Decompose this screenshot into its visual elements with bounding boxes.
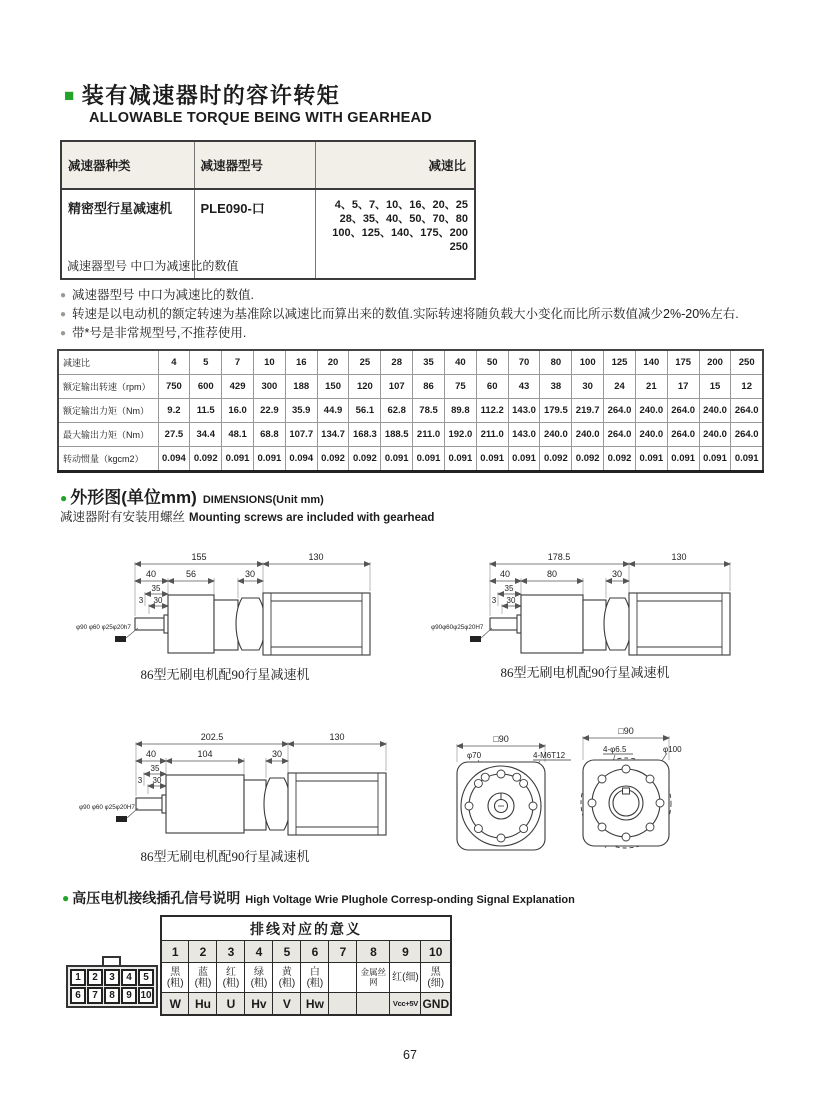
spec-cell: 211.0 xyxy=(476,423,508,447)
note-text: 带*号是非常规型号,不推荐使用. xyxy=(72,326,247,340)
spec-label: 额定输出力矩（Nm） xyxy=(58,399,158,423)
spec-cell: 70 xyxy=(508,350,540,375)
gear-ratios xyxy=(315,189,475,279)
connector-body xyxy=(66,965,158,1008)
spec-cell: 188 xyxy=(285,375,317,399)
wire-color: 绿(粗) xyxy=(245,963,273,993)
connector-pin: 3 xyxy=(104,969,120,986)
gearhead-model: PLE090-口 xyxy=(194,189,315,279)
dimensions-heading-en: DIMENSIONS(Unit mm) xyxy=(202,494,324,506)
pin-number: 10 xyxy=(421,941,451,963)
dim-motor: 130 xyxy=(671,552,687,562)
wire-color: 黄(粗) xyxy=(273,963,301,993)
spec-cell: 35.9 xyxy=(285,399,317,423)
spec-cell: 264.0 xyxy=(731,399,763,423)
gearhead-header-row xyxy=(61,141,475,189)
signal-name: Hu xyxy=(189,993,217,1016)
bolt-circle-dim: φ70 xyxy=(466,751,482,760)
note-text: 转速是以电动机的额定转速为基准除以减速比而算出来的数值.实际转速将随负载大小变化而比所示数值减少2%-20%左右. xyxy=(72,307,739,321)
spec-cell: 80 xyxy=(540,350,572,375)
pin-number: 4 xyxy=(245,941,273,963)
dimensions-heading xyxy=(60,483,324,508)
spec-cell: 27.5 xyxy=(158,423,190,447)
spec-cell: 0.094 xyxy=(285,447,317,472)
spec-cell: 0.091 xyxy=(444,447,476,472)
signal-section-heading xyxy=(62,888,575,908)
spec-cell: 17 xyxy=(667,375,699,399)
signal-heading-zh: 高压电机接线插孔信号说明 xyxy=(72,890,241,906)
spec-cell: 240.0 xyxy=(635,399,667,423)
spec-cell: 120 xyxy=(349,375,381,399)
spec-label: 额定输出转速（rpm） xyxy=(58,375,158,399)
page-title xyxy=(64,84,432,108)
signal-name xyxy=(329,993,357,1016)
dim-total: 178.5 xyxy=(547,552,571,562)
spec-row-rated-torque xyxy=(58,399,763,423)
spec-cell: 0.091 xyxy=(381,447,413,472)
gearhead-table-footnote: 减速器型号 中口为减速比的数值 xyxy=(67,259,239,273)
spec-cell: 143.0 xyxy=(508,399,540,423)
spec-cell: 75 xyxy=(444,375,476,399)
spec-cell: 0.091 xyxy=(508,447,540,472)
dim-total: 155 xyxy=(191,552,207,562)
spec-cell: 68.8 xyxy=(253,423,285,447)
dim-seg1: 40 xyxy=(499,569,511,579)
signal-name: W xyxy=(161,993,189,1016)
spec-cell: 24 xyxy=(604,375,636,399)
pin-number: 9 xyxy=(390,941,421,963)
signal-heading-en: High Voltage Wrie Plughole Corresp-onding Signal Explanation xyxy=(245,894,575,906)
signal-name xyxy=(357,993,390,1016)
spec-cell: 0.092 xyxy=(572,447,604,472)
spec-cell: 125 xyxy=(604,350,636,375)
bullet-icon: ● xyxy=(60,290,67,301)
spec-cell: 107 xyxy=(381,375,413,399)
dim-seg3: 30 xyxy=(244,569,256,579)
spec-cell: 78.5 xyxy=(413,399,445,423)
spec-cell: 264.0 xyxy=(604,423,636,447)
spec-cell: 0.092 xyxy=(190,447,222,472)
spec-row-rpm xyxy=(58,375,763,399)
page-title-zh: 装有减速器时的容许转矩 xyxy=(81,83,341,108)
ratio-line: 100、125、140、175、200 xyxy=(332,227,468,239)
signal-name-row xyxy=(161,993,451,1016)
ratio-line: 250 xyxy=(449,241,468,253)
spec-cell: 0.092 xyxy=(540,447,572,472)
dimensions-subheading xyxy=(60,507,434,526)
spec-cell: 0.094 xyxy=(158,447,190,472)
spec-cell: 240.0 xyxy=(635,423,667,447)
green-square-icon: ■ xyxy=(64,86,76,105)
signal-name: Vcc+5V xyxy=(390,993,421,1016)
spec-table xyxy=(57,349,764,473)
note-item xyxy=(60,324,739,343)
spec-cell: 600 xyxy=(190,375,222,399)
bullet-icon: ● xyxy=(60,328,67,339)
wire-color-row xyxy=(161,963,451,993)
keyway-note xyxy=(115,636,126,642)
col-gear-ratio: 减速比 xyxy=(315,141,475,189)
spec-cell: 250 xyxy=(731,350,763,375)
spec-cell: 40 xyxy=(444,350,476,375)
ratio-line: 4、5、7、10、16、20、25 xyxy=(334,199,468,211)
spec-cell: 86 xyxy=(413,375,445,399)
spec-cell: 16.0 xyxy=(222,399,254,423)
spec-cell: 429 xyxy=(222,375,254,399)
spec-cell: 62.8 xyxy=(381,399,413,423)
spec-cell: 15 xyxy=(699,375,731,399)
wire-color: 黑(粗) xyxy=(161,963,189,993)
flange-rear-view xyxy=(565,722,715,854)
spec-row-ratio xyxy=(58,350,763,375)
dimensions-sub-en: Mounting screws are included with gearhead xyxy=(189,512,435,524)
dim-30: 30 xyxy=(152,776,162,785)
page-title-block xyxy=(64,84,432,126)
side-view-drawing-2 xyxy=(430,548,760,660)
pin-number: 8 xyxy=(357,941,390,963)
spec-cell: 56.1 xyxy=(349,399,381,423)
spec-cell: 0.091 xyxy=(413,447,445,472)
dim-3: 3 xyxy=(138,596,144,605)
green-dot-icon: ● xyxy=(60,491,68,505)
dim-3: 3 xyxy=(137,776,143,785)
spec-cell: 7 xyxy=(222,350,254,375)
spec-cell: 750 xyxy=(158,375,190,399)
spec-cell: 20 xyxy=(317,350,349,375)
dim-seg3: 30 xyxy=(271,749,283,759)
dim-seg1: 40 xyxy=(145,569,157,579)
spec-cell: 9.2 xyxy=(158,399,190,423)
spec-cell: 16 xyxy=(285,350,317,375)
spec-cell: 0.092 xyxy=(349,447,381,472)
signal-name: GND xyxy=(421,993,451,1016)
drawing-caption: 86型无刷电机配90行星减速机 xyxy=(140,667,310,682)
spec-cell: 240.0 xyxy=(699,399,731,423)
shaft-diameter-labels: φ90φ60φ25φ20H7 xyxy=(431,624,484,631)
pin-number: 1 xyxy=(161,941,189,963)
connector-pin: 6 xyxy=(70,987,86,1004)
spec-row-max-torque xyxy=(58,423,763,447)
side-view-drawing-3 xyxy=(78,728,413,850)
spec-cell: 0.092 xyxy=(604,447,636,472)
spec-cell: 211.0 xyxy=(413,423,445,447)
connector-pin: 1 xyxy=(70,969,86,986)
spec-cell: 219.7 xyxy=(572,399,604,423)
signal-pin-number-row xyxy=(161,941,451,963)
dim-30: 30 xyxy=(506,596,516,605)
dim-seg2: 80 xyxy=(546,569,558,579)
signal-table-title: 排线对应的意义 xyxy=(161,916,451,941)
spec-cell: 179.5 xyxy=(540,399,572,423)
spec-cell: 38 xyxy=(540,375,572,399)
bullet-icon: ● xyxy=(60,309,67,320)
spec-cell: 60 xyxy=(476,375,508,399)
dim-motor: 130 xyxy=(308,552,324,562)
pin-number: 7 xyxy=(329,941,357,963)
spec-cell: 264.0 xyxy=(667,399,699,423)
spec-cell: 0.091 xyxy=(667,447,699,472)
wire-color: 白(粗) xyxy=(301,963,329,993)
keyway-note xyxy=(470,636,481,642)
outer-circle-dim: φ100 xyxy=(663,745,682,754)
green-dot-icon: ● xyxy=(62,891,70,905)
spec-cell: 44.9 xyxy=(317,399,349,423)
dim-30: 30 xyxy=(153,596,163,605)
signal-name: Hw xyxy=(301,993,329,1016)
signal-name: V xyxy=(273,993,301,1016)
spec-cell: 143.0 xyxy=(508,423,540,447)
flange-square-dim: □90 xyxy=(618,726,634,736)
spec-cell: 240.0 xyxy=(572,423,604,447)
spec-cell: 0.091 xyxy=(731,447,763,472)
wire-color: 黑(细) xyxy=(421,963,451,993)
spec-cell: 48.1 xyxy=(222,423,254,447)
pin-number: 3 xyxy=(217,941,245,963)
spec-cell: 0.091 xyxy=(635,447,667,472)
corner-holes-dim: 4-φ6.5 xyxy=(603,745,627,754)
spec-cell: 150 xyxy=(317,375,349,399)
spec-cell: 28 xyxy=(381,350,413,375)
tap-dim: 4-M6T12 xyxy=(533,751,566,760)
note-item xyxy=(60,286,739,305)
pin-number: 5 xyxy=(273,941,301,963)
shaft-diameter-labels: φ90 φ60 φ25φ20h7 xyxy=(76,624,131,631)
spec-cell: 30 xyxy=(572,375,604,399)
connector-pin: 2 xyxy=(87,969,103,986)
spec-cell: 0.091 xyxy=(699,447,731,472)
signal-name: Hv xyxy=(245,993,273,1016)
col-gearhead-type: 减速器种类 xyxy=(61,141,194,189)
spec-cell: 0.091 xyxy=(476,447,508,472)
keyway-note xyxy=(116,816,127,822)
spec-label: 最大输出力矩（Nm） xyxy=(58,423,158,447)
signal-name: U xyxy=(217,993,245,1016)
spec-label: 减速比 xyxy=(58,350,158,375)
spec-cell: 5 xyxy=(190,350,222,375)
pin-number: 6 xyxy=(301,941,329,963)
dim-motor: 130 xyxy=(329,732,345,742)
dim-seg1: 40 xyxy=(145,749,157,759)
spec-cell: 43 xyxy=(508,375,540,399)
spec-cell: 200 xyxy=(699,350,731,375)
spec-cell: 107.7 xyxy=(285,423,317,447)
page-title-en: ALLOWABLE TORQUE BEING WITH GEARHEAD xyxy=(89,110,432,126)
shaft-diameter-labels: φ90 φ60 φ25φ20H7 xyxy=(79,804,135,811)
spec-label: 转动惯量（kgcm2） xyxy=(58,447,158,472)
col-gearhead-model: 减速器型号 xyxy=(194,141,315,189)
gearhead-type: 精密型行星减速机 xyxy=(61,189,194,279)
spec-cell: 100 xyxy=(572,350,604,375)
drawing-caption: 86型无刷电机配90行星减速机 xyxy=(140,849,310,864)
note-text: 减速器型号 中口为减速比的数值. xyxy=(72,288,254,302)
spec-cell: 264.0 xyxy=(667,423,699,447)
dimensions-heading-zh: 外形图(单位mm) xyxy=(70,488,197,507)
drawing-caption: 86型无刷电机配90行星减速机 xyxy=(500,665,670,680)
side-view-drawing-1 xyxy=(75,548,395,670)
signal-table-title-row xyxy=(161,916,451,941)
spec-cell: 192.0 xyxy=(444,423,476,447)
spec-cell: 10 xyxy=(253,350,285,375)
connector-pin: 10 xyxy=(138,987,154,1004)
ratio-line: 28、35、40、50、70、80 xyxy=(339,213,468,225)
page-number: 67 xyxy=(403,1048,417,1062)
dimensions-sub-zh: 减速器附有安装用螺丝 xyxy=(60,510,186,524)
dim-seg3: 30 xyxy=(611,569,623,579)
spec-cell: 25 xyxy=(349,350,381,375)
connector-pin: 9 xyxy=(121,987,137,1004)
wire-color xyxy=(329,963,357,993)
connector-pin: 7 xyxy=(87,987,103,1004)
spec-cell: 240.0 xyxy=(699,423,731,447)
note-item xyxy=(60,305,739,324)
spec-cell: 0.092 xyxy=(317,447,349,472)
spec-cell: 300 xyxy=(253,375,285,399)
signal-table xyxy=(160,915,452,1016)
dim-35: 35 xyxy=(151,584,161,593)
spec-cell: 0.091 xyxy=(222,447,254,472)
spec-cell: 35 xyxy=(413,350,445,375)
wire-color: 红(粗) xyxy=(217,963,245,993)
connector-plug-icon xyxy=(66,956,158,1008)
wire-color: 蓝(粗) xyxy=(189,963,217,993)
spec-cell: 4 xyxy=(158,350,190,375)
dim-35: 35 xyxy=(150,764,160,773)
pin-number: 2 xyxy=(189,941,217,963)
wire-color: 金属丝网 xyxy=(357,963,390,993)
spec-cell: 34.4 xyxy=(190,423,222,447)
flange-square-dim: □90 xyxy=(493,734,509,744)
spec-cell: 21 xyxy=(635,375,667,399)
spec-cell: 22.9 xyxy=(253,399,285,423)
connector-pin: 8 xyxy=(104,987,120,1004)
spec-row-inertia xyxy=(58,447,763,472)
dim-3: 3 xyxy=(491,596,497,605)
connector-pin: 4 xyxy=(121,969,137,986)
spec-cell: 188.5 xyxy=(381,423,413,447)
spec-cell: 12 xyxy=(731,375,763,399)
connector-pin: 5 xyxy=(138,969,154,986)
spec-cell: 112.2 xyxy=(476,399,508,423)
spec-cell: 264.0 xyxy=(604,399,636,423)
notes-list xyxy=(60,286,739,343)
dim-35: 35 xyxy=(504,584,514,593)
dim-seg2: 104 xyxy=(197,749,213,759)
spec-cell: 134.7 xyxy=(317,423,349,447)
spec-cell: 50 xyxy=(476,350,508,375)
dim-total: 202.5 xyxy=(200,732,224,742)
spec-cell: 0.091 xyxy=(253,447,285,472)
spec-cell: 240.0 xyxy=(540,423,572,447)
dim-seg2: 56 xyxy=(185,569,197,579)
spec-cell: 264.0 xyxy=(731,423,763,447)
spec-cell: 89.8 xyxy=(444,399,476,423)
spec-cell: 175 xyxy=(667,350,699,375)
wire-color: 红(细) xyxy=(390,963,421,993)
spec-cell: 140 xyxy=(635,350,667,375)
spec-cell: 168.3 xyxy=(349,423,381,447)
spec-cell: 11.5 xyxy=(190,399,222,423)
